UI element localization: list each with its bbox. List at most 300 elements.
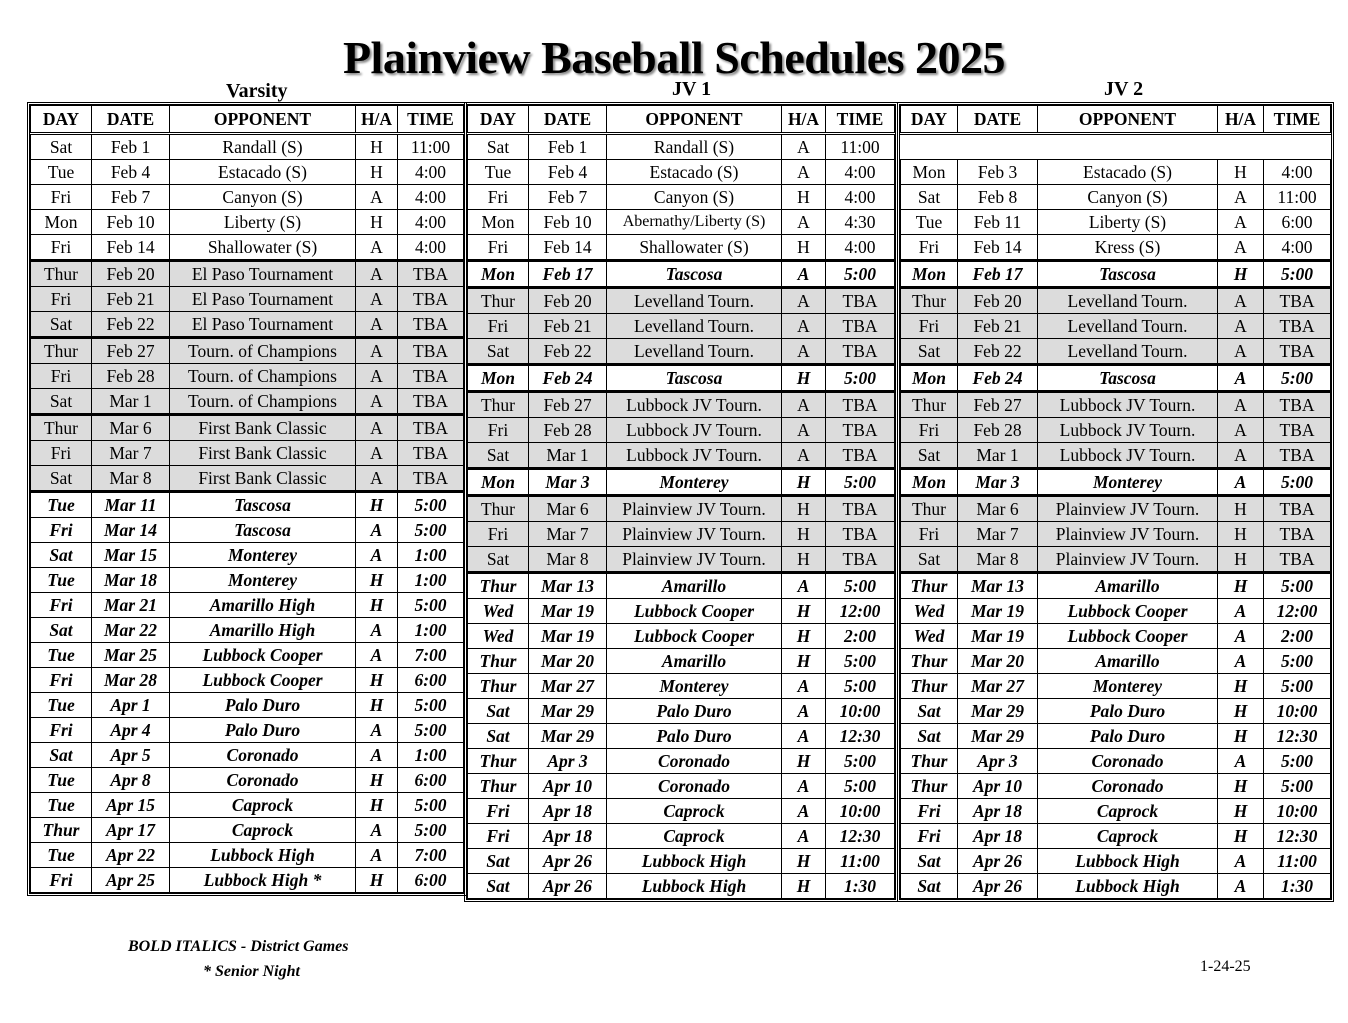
table-row	[31, 668, 464, 693]
cell-date: Apr 18	[958, 799, 1038, 824]
cell-home-away: A	[1218, 339, 1264, 365]
cell-time: TBA	[1264, 418, 1331, 443]
table-row	[901, 496, 1331, 522]
cell-date: Mar 21	[92, 593, 170, 618]
cell-opponent: Caprock	[607, 824, 782, 849]
table-row	[468, 210, 895, 235]
table-row	[468, 522, 895, 547]
cell-home-away: A	[356, 312, 398, 338]
header-date: DATE	[92, 106, 170, 134]
cell-home-away: A	[1218, 288, 1264, 314]
table-row	[468, 261, 895, 288]
table-row	[468, 288, 895, 314]
cell-opponent: Caprock	[170, 818, 356, 843]
cell-day: Mon	[901, 160, 958, 185]
table-row	[31, 185, 464, 210]
cell-home-away: H	[356, 492, 398, 518]
cell-date: Feb 20	[529, 288, 607, 314]
cell-home-away: A	[356, 618, 398, 643]
cell-date: Feb 8	[958, 185, 1038, 210]
cell-home-away: A	[782, 261, 826, 288]
cell-day: Thur	[31, 415, 92, 441]
cell-day: Fri	[31, 364, 92, 389]
cell-opponent: Tascosa	[607, 365, 782, 392]
cell-home-away: A	[356, 338, 398, 364]
table-row	[901, 874, 1331, 899]
cell-opponent: Lubbock High *	[170, 868, 356, 893]
header-opponent: OPPONENT	[1038, 106, 1218, 134]
cell-day: Sat	[468, 339, 529, 365]
cell-opponent: Monterey	[607, 674, 782, 699]
table-row	[31, 235, 464, 261]
cell-day: Fri	[901, 418, 958, 443]
cell-home-away: A	[782, 573, 826, 599]
cell-home-away: H	[782, 185, 826, 210]
cell-time: 5:00	[826, 749, 895, 774]
cell-time: 1:30	[1264, 874, 1331, 899]
cell-day: Sat	[31, 389, 92, 415]
cell-time: 5:00	[826, 261, 895, 288]
header-time: TIME	[398, 106, 464, 134]
table-row	[901, 443, 1331, 469]
table-row	[901, 418, 1331, 443]
table-row	[468, 849, 895, 874]
table-row	[468, 185, 895, 210]
cell-opponent: Coronado	[1038, 774, 1218, 799]
cell-home-away: H	[356, 593, 398, 618]
varsity-label: Varsity	[226, 80, 288, 102]
cell-opponent: First Bank Classic	[170, 466, 356, 492]
cell-opponent: Levelland Tourn.	[1038, 288, 1218, 314]
cell-date: Feb 11	[958, 210, 1038, 235]
cell-opponent: Amarillo	[607, 649, 782, 674]
cell-date: Feb 27	[958, 392, 1038, 418]
cell-date: Apr 26	[529, 849, 607, 874]
table-row	[31, 364, 464, 389]
header-day: DAY	[468, 106, 529, 134]
cell-opponent: Lubbock JV Tourn.	[607, 392, 782, 418]
cell-home-away: H	[356, 160, 398, 185]
cell-date: Mar 18	[92, 568, 170, 593]
header-day: DAY	[901, 106, 958, 134]
cell-home-away: H	[1218, 774, 1264, 799]
cell-home-away: H	[1218, 547, 1264, 573]
table-row	[468, 365, 895, 392]
cell-date: Apr 3	[958, 749, 1038, 774]
cell-home-away: A	[356, 466, 398, 492]
cell-day: Sat	[468, 849, 529, 874]
cell-home-away: A	[782, 799, 826, 824]
cell-home-away: A	[1218, 314, 1264, 339]
cell-day: Sat	[901, 724, 958, 749]
header-date: DATE	[958, 106, 1038, 134]
cell-opponent: Lubbock High	[1038, 849, 1218, 874]
cell-time: TBA	[826, 418, 895, 443]
cell-day: Sat	[901, 339, 958, 365]
cell-home-away: H	[782, 365, 826, 392]
table-row	[468, 469, 895, 496]
cell-home-away: A	[356, 543, 398, 568]
cell-home-away: A	[356, 643, 398, 668]
table-row	[901, 573, 1331, 599]
cell-opponent: Tourn. of Champions	[170, 364, 356, 389]
cell-date: Mar 27	[529, 674, 607, 699]
cell-home-away: A	[1218, 235, 1264, 261]
cell-opponent: Monterey	[1038, 469, 1218, 496]
cell-opponent: Caprock	[1038, 824, 1218, 849]
cell-opponent: El Paso Tournament	[170, 312, 356, 338]
cell-opponent: Coronado	[170, 768, 356, 793]
cell-time: 1:00	[398, 543, 464, 568]
cell-home-away: H	[356, 768, 398, 793]
cell-date: Feb 24	[529, 365, 607, 392]
cell-opponent: Palo Duro	[607, 699, 782, 724]
cell-opponent: Tascosa	[607, 261, 782, 288]
table-row	[468, 874, 895, 899]
cell-day: Fri	[31, 287, 92, 312]
cell-home-away: A	[782, 824, 826, 849]
cell-opponent: Coronado	[607, 749, 782, 774]
cell-opponent: Kress (S)	[1038, 235, 1218, 261]
cell-home-away: H	[782, 469, 826, 496]
cell-date: Apr 1	[92, 693, 170, 718]
cell-opponent: Levelland Tourn.	[1038, 314, 1218, 339]
cell-opponent: Amarillo High	[170, 593, 356, 618]
cell-date: Feb 21	[92, 287, 170, 312]
cell-date: Feb 7	[92, 185, 170, 210]
cell-time: 4:00	[1264, 160, 1331, 185]
cell-opponent: Lubbock High	[607, 874, 782, 899]
table-row	[468, 624, 895, 649]
table-row	[901, 599, 1331, 624]
cell-opponent: Plainview JV Tourn.	[607, 496, 782, 522]
cell-opponent: Lubbock High	[1038, 874, 1218, 899]
table-row	[901, 547, 1331, 573]
header-row	[468, 106, 895, 134]
cell-opponent: Palo Duro	[607, 724, 782, 749]
cell-date: Apr 10	[958, 774, 1038, 799]
cell-day: Fri	[468, 314, 529, 339]
cell-date: Mar 7	[529, 522, 607, 547]
cell-opponent: Tourn. of Champions	[170, 338, 356, 364]
cell-day: Wed	[468, 599, 529, 624]
table-row	[468, 599, 895, 624]
cell-home-away: A	[782, 392, 826, 418]
table-row	[468, 699, 895, 724]
cell-day: Mon	[468, 210, 529, 235]
cell-time: TBA	[1264, 314, 1331, 339]
table-row	[468, 649, 895, 674]
cell-opponent: Lubbock JV Tourn.	[1038, 418, 1218, 443]
cell-home-away: H	[782, 749, 826, 774]
cell-date: Feb 28	[529, 418, 607, 443]
cell-date: Feb 27	[529, 392, 607, 418]
cell-date	[958, 134, 1038, 160]
cell-opponent: Estacado (S)	[170, 160, 356, 185]
cell-opponent: Monterey	[607, 469, 782, 496]
table-row	[31, 415, 464, 441]
cell-day: Thur	[468, 674, 529, 699]
legend-district-games: BOLD ITALICS - District Games	[128, 938, 349, 955]
cell-day: Sat	[31, 743, 92, 768]
cell-home-away: H	[1218, 522, 1264, 547]
cell-date: Mar 28	[92, 668, 170, 693]
table-row	[901, 339, 1331, 365]
cell-day: Sat	[901, 443, 958, 469]
cell-time: TBA	[826, 496, 895, 522]
cell-day: Tue	[31, 793, 92, 818]
cell-date: Apr 18	[529, 799, 607, 824]
table-row	[31, 261, 464, 287]
cell-day: Fri	[31, 518, 92, 543]
cell-day: Tue	[31, 160, 92, 185]
cell-day: Tue	[31, 643, 92, 668]
cell-home-away: A	[1218, 392, 1264, 418]
cell-opponent: Plainview JV Tourn.	[1038, 496, 1218, 522]
cell-home-away: H	[1218, 699, 1264, 724]
cell-day	[901, 134, 958, 160]
table-row	[468, 443, 895, 469]
cell-home-away: A	[782, 160, 826, 185]
cell-date: Mar 19	[958, 624, 1038, 649]
cell-date: Mar 6	[958, 496, 1038, 522]
jv2-label: JV 2	[1104, 78, 1144, 100]
cell-opponent: Lubbock Cooper	[170, 668, 356, 693]
table-row	[31, 768, 464, 793]
cell-time: 5:00	[826, 469, 895, 496]
cell-date: Apr 25	[92, 868, 170, 893]
cell-day: Thur	[31, 818, 92, 843]
cell-day: Thur	[31, 338, 92, 364]
cell-home-away: A	[782, 443, 826, 469]
cell-time: 1:00	[398, 743, 464, 768]
table-row	[468, 799, 895, 824]
cell-opponent: Tascosa	[170, 492, 356, 518]
cell-opponent: Lubbock Cooper	[607, 599, 782, 624]
cell-time: 5:00	[398, 793, 464, 818]
cell-time: 6:00	[398, 768, 464, 793]
jv1-schedule-table	[467, 105, 895, 899]
cell-opponent: Lubbock JV Tourn.	[1038, 392, 1218, 418]
cell-home-away: A	[782, 724, 826, 749]
header-ha: H/A	[356, 106, 398, 134]
cell-opponent: Plainview JV Tourn.	[1038, 547, 1218, 573]
cell-opponent: Tascosa	[1038, 261, 1218, 288]
cell-day: Sat	[468, 874, 529, 899]
cell-date: Feb 27	[92, 338, 170, 364]
table-row	[901, 774, 1331, 799]
jv1-schedule-panel	[464, 102, 898, 902]
cell-opponent: Lubbock Cooper	[170, 643, 356, 668]
cell-opponent: Caprock	[170, 793, 356, 818]
cell-home-away: A	[782, 134, 826, 160]
cell-opponent: Caprock	[1038, 799, 1218, 824]
cell-home-away: A	[356, 287, 398, 312]
cell-date: Feb 10	[529, 210, 607, 235]
cell-home-away: A	[356, 518, 398, 543]
cell-time: 5:00	[826, 649, 895, 674]
cell-home-away: H	[782, 547, 826, 573]
cell-home-away: A	[1218, 849, 1264, 874]
cell-time: 2:00	[826, 624, 895, 649]
header-opponent: OPPONENT	[170, 106, 356, 134]
cell-day: Thur	[901, 573, 958, 599]
cell-day: Mon	[31, 210, 92, 235]
cell-opponent: Amarillo	[1038, 573, 1218, 599]
cell-time: 5:00	[398, 518, 464, 543]
cell-time: 5:00	[826, 674, 895, 699]
cell-time: 11:00	[826, 849, 895, 874]
cell-home-away: A	[1218, 443, 1264, 469]
cell-time: 12:30	[826, 824, 895, 849]
table-row	[901, 649, 1331, 674]
cell-home-away: H	[782, 624, 826, 649]
cell-day: Fri	[31, 593, 92, 618]
cell-day: Sat	[468, 443, 529, 469]
cell-time: 2:00	[1264, 624, 1331, 649]
cell-date: Feb 17	[958, 261, 1038, 288]
cell-date: Apr 5	[92, 743, 170, 768]
table-row	[901, 261, 1331, 288]
cell-day: Fri	[468, 235, 529, 261]
cell-time: 11:00	[1264, 849, 1331, 874]
cell-opponent: Monterey	[170, 543, 356, 568]
table-row	[31, 210, 464, 235]
cell-day: Mon	[901, 261, 958, 288]
table-row	[468, 774, 895, 799]
table-row	[901, 699, 1331, 724]
cell-time: TBA	[1264, 443, 1331, 469]
cell-day: Sat	[31, 466, 92, 492]
cell-day: Fri	[31, 441, 92, 466]
cell-day: Wed	[468, 624, 529, 649]
table-row	[31, 643, 464, 668]
cell-time: 4:00	[826, 160, 895, 185]
cell-home-away: A	[1218, 469, 1264, 496]
cell-time: 6:00	[1264, 210, 1331, 235]
cell-opponent: Randall (S)	[607, 134, 782, 160]
cell-opponent: Liberty (S)	[170, 210, 356, 235]
cell-opponent: Monterey	[170, 568, 356, 593]
cell-date: Mar 19	[958, 599, 1038, 624]
cell-home-away: A	[356, 818, 398, 843]
cell-home-away: H	[782, 599, 826, 624]
cell-time: TBA	[1264, 392, 1331, 418]
cell-time: 1:00	[398, 618, 464, 643]
cell-time: 5:00	[1264, 261, 1331, 288]
cell-time: 10:00	[826, 799, 895, 824]
cell-date: Mar 22	[92, 618, 170, 643]
cell-day: Tue	[31, 693, 92, 718]
cell-date: Feb 1	[92, 134, 170, 160]
cell-date: Mar 29	[529, 724, 607, 749]
table-row	[468, 235, 895, 261]
cell-day: Sat	[468, 724, 529, 749]
cell-date: Mar 20	[958, 649, 1038, 674]
table-row	[468, 724, 895, 749]
cell-home-away: H	[1218, 799, 1264, 824]
cell-opponent: First Bank Classic	[170, 441, 356, 466]
cell-day: Sat	[901, 699, 958, 724]
cell-time: 11:00	[826, 134, 895, 160]
cell-date: Mar 13	[529, 573, 607, 599]
cell-time: TBA	[826, 339, 895, 365]
table-row	[468, 339, 895, 365]
cell-day: Sat	[31, 618, 92, 643]
cell-home-away: H	[1218, 674, 1264, 699]
cell-home-away: A	[1218, 418, 1264, 443]
cell-home-away: H	[1218, 573, 1264, 599]
table-row	[468, 824, 895, 849]
cell-time: TBA	[1264, 547, 1331, 573]
table-row	[31, 718, 464, 743]
cell-home-away: A	[1218, 599, 1264, 624]
cell-opponent: Abernathy/Liberty (S)	[607, 210, 782, 235]
header-date: DATE	[529, 106, 607, 134]
cell-day: Thur	[901, 649, 958, 674]
table-row	[901, 799, 1331, 824]
varsity-schedule-table	[30, 105, 464, 893]
cell-day: Sat	[31, 543, 92, 568]
cell-opponent: Lubbock Cooper	[1038, 624, 1218, 649]
cell-opponent: Lubbock Cooper	[607, 624, 782, 649]
table-row	[31, 312, 464, 338]
cell-time: TBA	[1264, 339, 1331, 365]
cell-home-away: A	[356, 235, 398, 261]
cell-time: TBA	[826, 522, 895, 547]
table-row	[901, 365, 1331, 392]
cell-day: Thur	[468, 774, 529, 799]
cell-home-away: H	[782, 522, 826, 547]
cell-opponent: Tascosa	[1038, 365, 1218, 392]
header-opponent: OPPONENT	[607, 106, 782, 134]
cell-day: Sat	[468, 547, 529, 573]
cell-home-away: H	[356, 668, 398, 693]
jv1-label: JV 1	[672, 78, 712, 100]
cell-day: Fri	[31, 868, 92, 893]
cell-time: 4:00	[826, 235, 895, 261]
cell-time: TBA	[398, 312, 464, 338]
cell-home-away: A	[1218, 210, 1264, 235]
cell-time: TBA	[398, 441, 464, 466]
cell-date: Feb 21	[529, 314, 607, 339]
cell-opponent: Levelland Tourn.	[607, 314, 782, 339]
cell-time: 5:00	[1264, 365, 1331, 392]
cell-home-away: A	[356, 364, 398, 389]
cell-time: TBA	[826, 392, 895, 418]
legend	[128, 934, 348, 984]
cell-home-away: A	[1218, 624, 1264, 649]
cell-day: Mon	[468, 469, 529, 496]
cell-time: 11:00	[398, 134, 464, 160]
cell-opponent: Canyon (S)	[170, 185, 356, 210]
cell-time: 12:00	[826, 599, 895, 624]
cell-date: Feb 14	[92, 235, 170, 261]
table-row	[901, 624, 1331, 649]
cell-day: Thur	[901, 288, 958, 314]
cell-opponent: El Paso Tournament	[170, 261, 356, 287]
cell-home-away: H	[1218, 824, 1264, 849]
cell-date: Feb 22	[529, 339, 607, 365]
cell-time: 4:30	[826, 210, 895, 235]
cell-time: TBA	[398, 261, 464, 287]
cell-time: 1:00	[398, 568, 464, 593]
cell-opponent: Palo Duro	[170, 693, 356, 718]
cell-day: Thur	[901, 749, 958, 774]
table-row	[901, 674, 1331, 699]
cell-day: Tue	[901, 210, 958, 235]
cell-date: Feb 28	[92, 364, 170, 389]
